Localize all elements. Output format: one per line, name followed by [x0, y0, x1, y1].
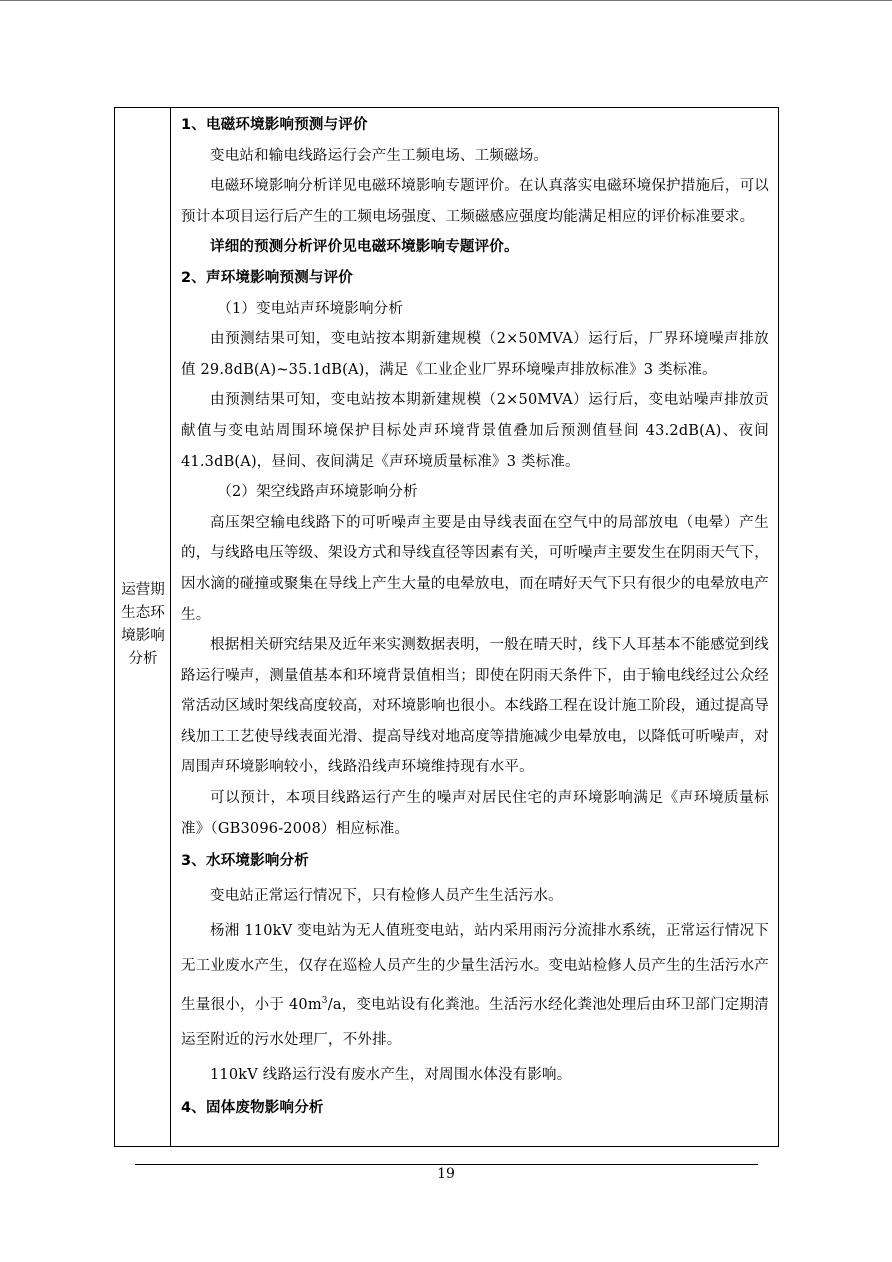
- row-header-line-3: 境影响: [121, 628, 165, 644]
- section-3-paragraph-3: 110kV 线路运行没有废水产生，对周围水体没有影响。: [210, 1067, 572, 1084]
- section-2-title: 2、声环境影响预测与评价: [181, 269, 353, 286]
- cubic-superscript: 3: [321, 996, 328, 1007]
- footer-line: [135, 1164, 758, 1165]
- row-header-line-2: 生态环: [121, 605, 165, 621]
- section-3-title: 3、水环境影响分析: [181, 853, 309, 870]
- row-header-line-1: 运营期: [121, 582, 165, 598]
- section-2-paragraph-1: 由预测结果可知，变电站按本期新建规模（2×50MVA）运行后，厂界环境噪声排放值 29.8dB(A)~35.1dB(A)，满足《工业企业厂界环境噪声排放标准》3 类标准。: [181, 331, 769, 378]
- section-1-paragraph-3: 详细的预测分析评价见电磁环境影响专题评价。: [210, 239, 519, 256]
- section-3-paragraph-1: 变电站正常运行情况下，只有检修人员产生生活污水。: [210, 888, 563, 905]
- section-2-paragraph-5: 可以预计，本项目线路运行产生的噪声对居民住宅的声环境影响满足《声环境质量标准》（GB3096-2008）相应标准。: [181, 790, 769, 837]
- row-header-cell: [115, 108, 171, 1146]
- top-border-line: [0, 0, 892, 1]
- page-number: 19: [437, 1166, 455, 1182]
- section-2-paragraph-3: 高压架空输电线路下的可听噪声主要是由导线表面在空气中的局部放电（电晕）产生的，与线路电压等级、架设方式和导线直径等因素有关，可听噪声主要发生在阴雨天气下，因水滴的碰撞或聚集在导线上产生大量的电晕放电，而在晴好天气下只有很少的电晕放电产生。: [181, 514, 769, 623]
- section-3-paragraph-2-part-a: 杨湘 110kV 变电站为无人值班变电站，站内采用雨污分流排水系统，正常运行情况下无工业废水产生，仅存在巡检人员产生的少量生活污水。变电站检修人员产生的生活污水产生量很小，小于 40m: [181, 923, 769, 1014]
- section-1-paragraph-2: 电磁环境影响分析详见电磁环境影响专题评价。在认真落实电磁环境保护措施后，可以预计本项目运行后产生的工频电场强度、工频磁感应强度均能满足相应的评价标准要求。: [181, 178, 769, 225]
- row-header-line-4: 分析: [128, 651, 158, 667]
- section-3-paragraph-2-part-b: /a，变电站设有化粪池。生活污水经化粪池处理后由环卫部门定期清运至附近的污水处理厂，不外排。: [181, 997, 769, 1049]
- row-header-label: [117, 579, 169, 671]
- content-cell: [181, 110, 769, 1124]
- assessment-table: [114, 107, 779, 1147]
- section-2-paragraph-2: 由预测结果可知，变电站按本期新建规模（2×50MVA）运行后，变电站噪声排放贡献值与变电站周围环境保护目标处声环境背景值叠加后预测值昼间 43.2dB(A)、夜间 41.3dB(A)，昼间、夜间满足《声环境质量标准》3 类标准。: [181, 392, 769, 470]
- section-4-title: 4、固体废物影响分析: [181, 1100, 324, 1117]
- section-2-subtitle-1: （1）变电站声环境影响分析: [217, 300, 404, 317]
- section-2-paragraph-4: 根据相关研究结果及近年来实测数据表明，一般在晴天时，线下人耳基本不能感觉到线路运行噪声，测量值基本和环境背景值相当；即使在阴雨天条件下，由于输电线经过公众经常活动区域时架线高度较高，对环境影响也很小。本线路工程在设计施工阶段，通过提高导线加工工艺使导线表面光滑、提高导线对地高度等措施减少电晕放电，以降低可听噪声，对周围声环境影响较小，线路沿线声环境维持现有水平。: [181, 637, 769, 776]
- section-1-title: 1、电磁环境影响预测与评价: [181, 117, 368, 133]
- section-1-paragraph-1: 变电站和输电线路运行会产生工频电场、工频磁场。: [210, 147, 549, 164]
- section-2-subtitle-2: （2）架空线路声环境影响分析: [217, 484, 418, 501]
- section-3-paragraph-2: [181, 914, 769, 1058]
